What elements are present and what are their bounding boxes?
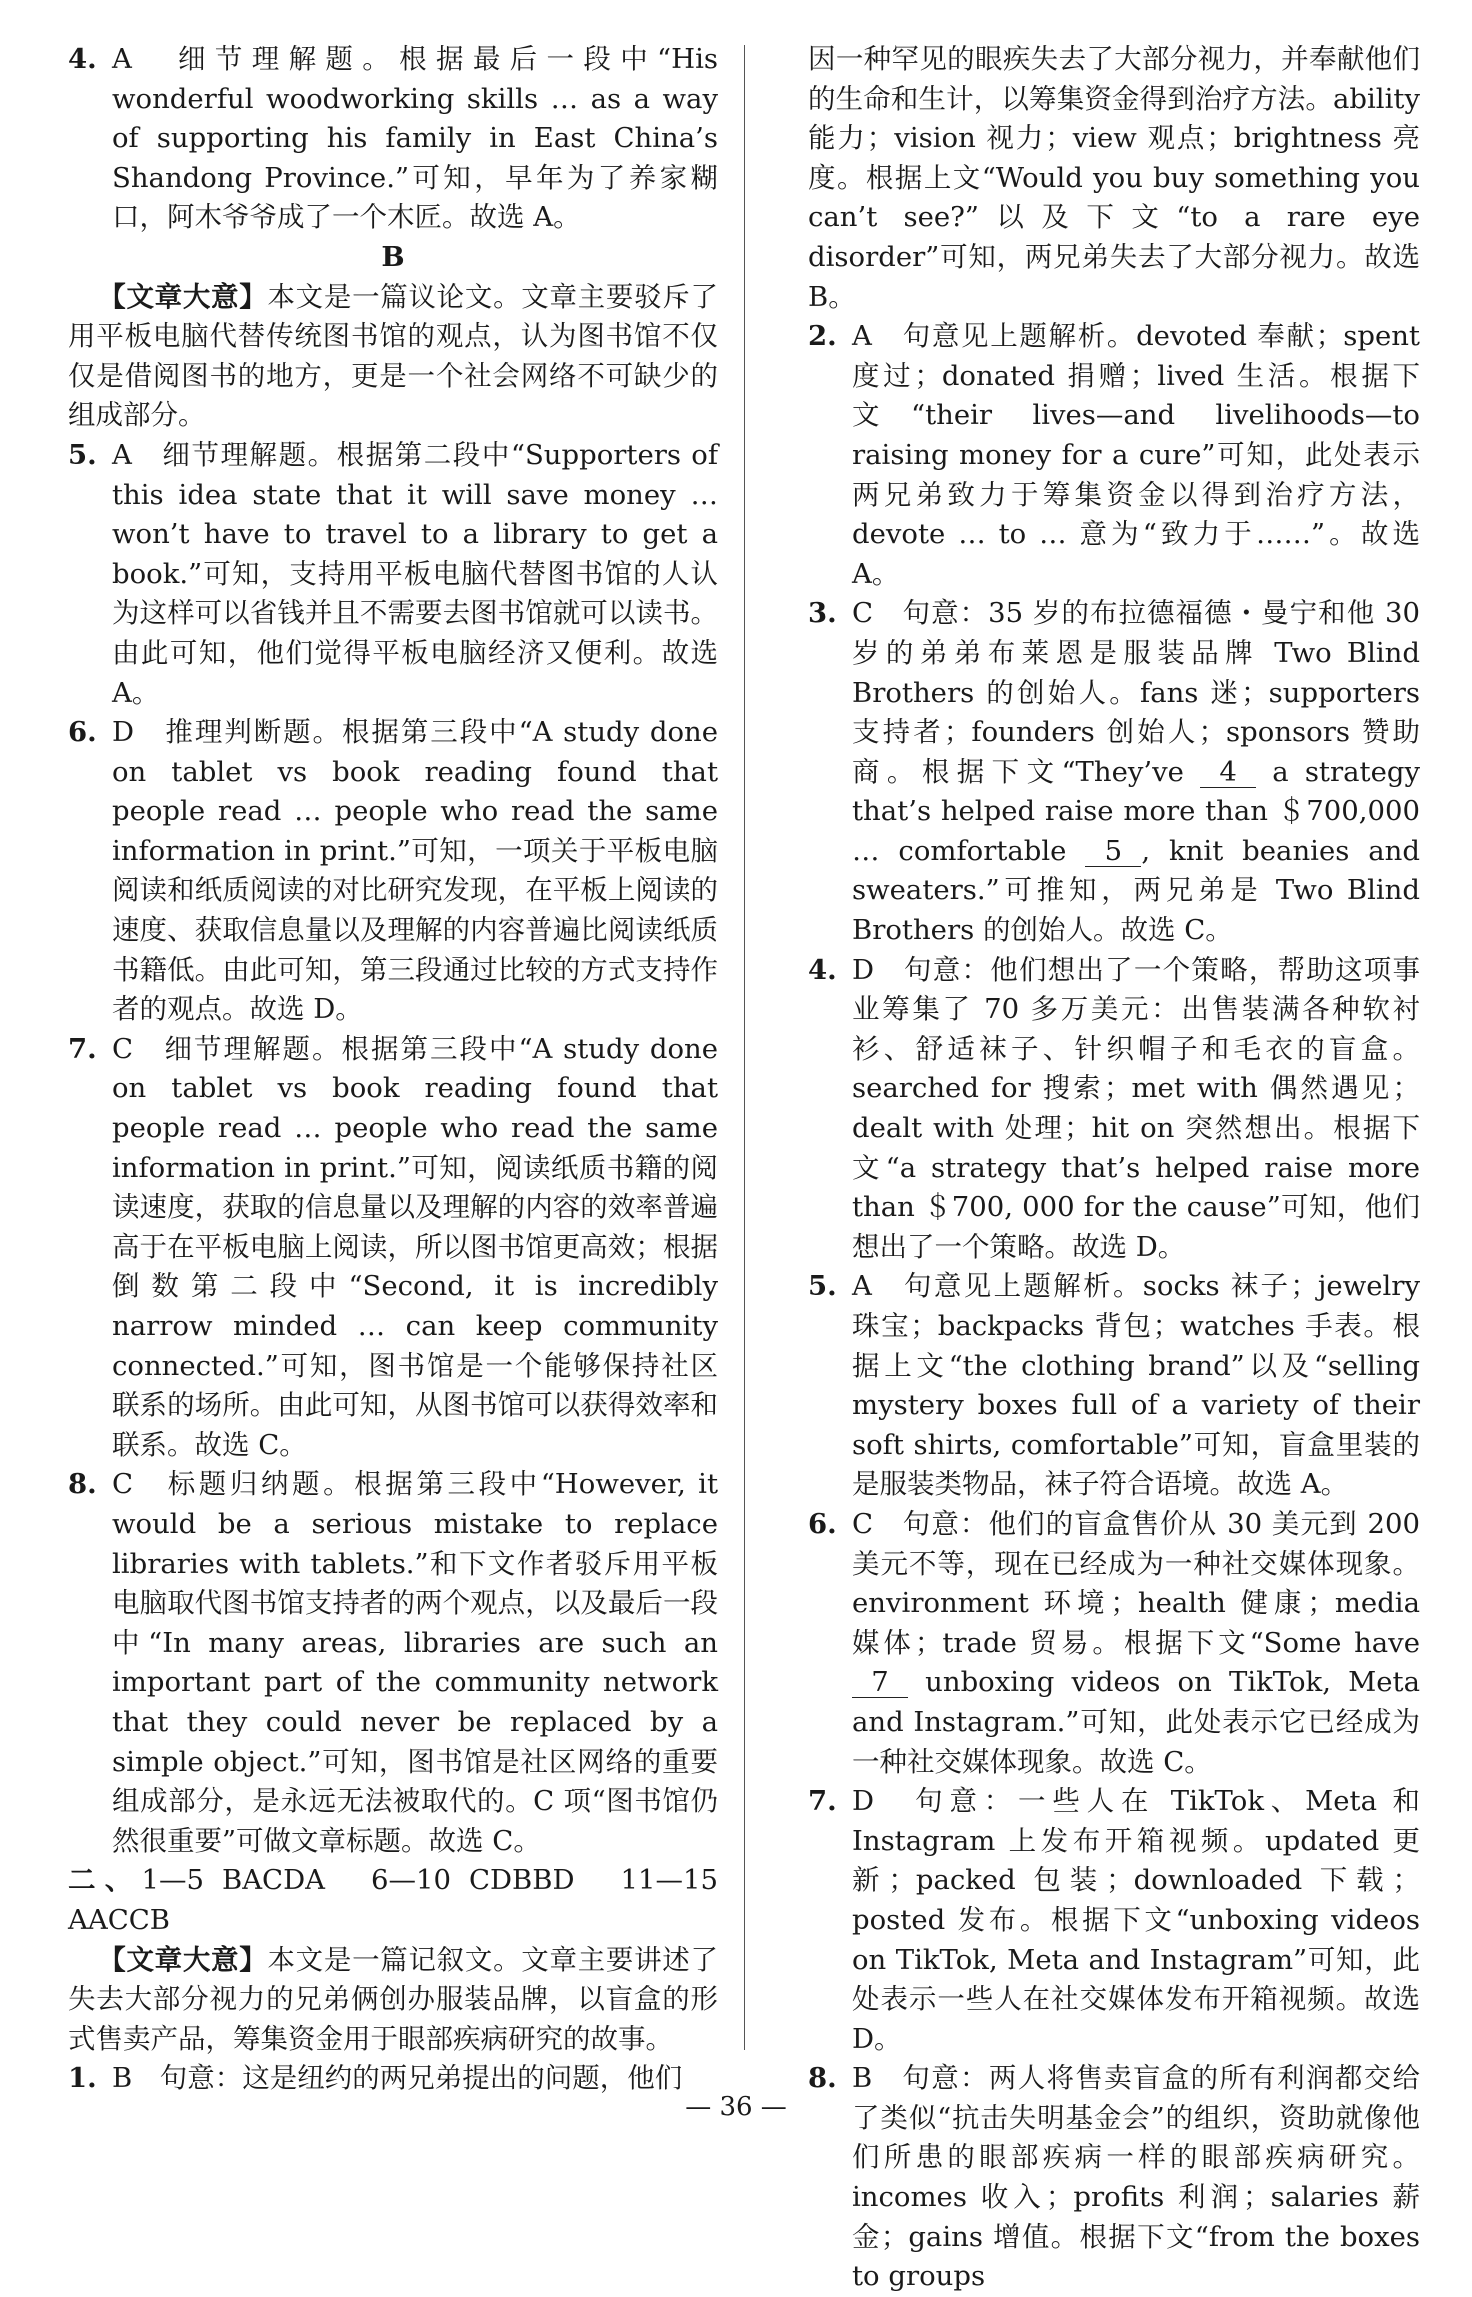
item-text: C 细节理解题。根据第三段中“A study done on tablet vs book reading found that people read … people who read the same information in print.”可知，阅读纸质书籍的阅读速度，获取的信息量以及理解的内容的效率普遍高于在平板电脑上阅读，所以图书馆更高效；根据倒数第二段中“Second, it is incredibly narrow minded … can keep community connected.”可知，图书馆是一个能够保持社区联系的场所。由此可知，从图书馆可以获得效率和联系。故选 C。 <box>112 1032 718 1461</box>
item-text: , knit beanies and sweaters.”可推知，两兄弟是 Two Blind Brothers 的创始人。故选 C。 <box>852 834 1420 947</box>
item-text: B 句意：两人将售卖盲盒的所有利润都交给了类似“抗击失明基金会”的组织，资助就像他们所患的眼部疾病一样的眼部疾病研究。incomes 收入；profits 利润；salaries 薪金；gains 增值。根据下文“from the boxes to groups <box>852 2062 1420 2293</box>
item-number: 3. <box>808 597 837 630</box>
item-number: 2. <box>808 320 837 353</box>
item-text: D 句意：一些人在 TikTok、Meta 和 Instagram 上发布开箱视频。updated 更新；packed 包装；downloaded 下载；posted 发布。根据下文“unboxing videos on TikTok, Meta and Instagram”可知，此处表示一些人在社交媒体发布开箱视频。故选 D。 <box>852 1785 1420 2055</box>
item-text: A 细节理解题。根据第二段中“Supporters of this idea state that it will save money … won’t have to travel to a library to get a book.”可知，支持用平板电脑代替图书馆的人认为这样可以省钱并且不需要去图书馆就可以读书。由此可知，他们觉得平板电脑经济又便利。故选 A。 <box>112 438 718 709</box>
blank-4: 4 <box>1200 757 1256 788</box>
summary-b <box>68 278 718 436</box>
right-column <box>808 40 1420 2297</box>
item-text: A 句意见上题解析。devoted 奉献；spent 度过；donated 捐赠；lived 生活。根据下文“their lives—and livelihoods—to raising money for a cure”可知，此处表示两兄弟致力于筹集资金以得到治疗方法，devote … to … 意为“致力于……”。故选 A。 <box>852 320 1420 590</box>
item-text: unboxing videos on TikTok, Meta and Instagram.”可知，此处表示它已经成为一种社交媒体现象。故选 C。 <box>852 1666 1420 1778</box>
item-number: 5. <box>68 438 97 471</box>
item-text: B 句意：这是纽约的两兄弟提出的问题，他们 <box>112 2062 683 2095</box>
part-two-label: 二、 <box>68 1864 142 1897</box>
answer-item-5-right <box>808 1267 1420 1505</box>
part-two-answer-key: 1—5 BACDA 6—10 CDBBD 11—15 AACCB <box>68 1864 718 1936</box>
item-text: C 句意：他们的盲盒售价从 30 美元到 200 美元不等，现在已经成为一种社交媒体现象。environment 环境；health 健康；media 媒体；trade 贸易。根据下文“Some have <box>852 1507 1420 1659</box>
summary-part-two <box>68 1941 718 2060</box>
item-number: 7. <box>808 1785 837 1818</box>
item-number: 6. <box>68 716 97 749</box>
blank-7: 7 <box>852 1667 908 1698</box>
column-divider <box>744 45 745 2050</box>
item-text: C 句意：35 岁的布拉德福德・曼宁和他 30 岁的弟弟布莱恩是服装品牌 Two Blind Brothers 的创始人。fans 迷；supporters 支持者；founders 创始人；sponsors 赞助商。根据下文“They’ve <box>852 597 1420 788</box>
item-text: A 细节理解题。根据最后一段中“His wonderful woodworking skills … as a way of supporting his family in East China’s Shandong Province.”可知，早年为了养家糊口，阿木爷爷成了一个木匠。故选 A。 <box>112 43 718 234</box>
item-text: A 句意见上题解析。socks 袜子；jewelry 珠宝；backpacks 背包；watches 手表。根据上文“the clothing brand”以及“selling mystery boxes full of a variety of their soft shirts, comfortable”可知，盲盒里装的是服装类物品，袜子符合语境。故选 A。 <box>852 1270 1420 1501</box>
answer-item-8 <box>68 1465 718 1861</box>
item-number: 7. <box>68 1032 97 1065</box>
item-number: 8. <box>808 2062 837 2095</box>
item-text: a strategy that’s helped raise more than ＄700,000 … comfortable <box>852 755 1420 867</box>
answer-item-6-right <box>808 1505 1420 1782</box>
answer-item-7 <box>68 1030 718 1466</box>
answer-item-1-continued: 因一种罕见的眼疾失去了大部分视力，并奉献他们的生命和生计，以筹集资金得到治疗方法。ability 能力；vision 视力；view 观点；brightness 亮度。根据上文“Would you buy something you can’t see?”以及下文“to a rare eye disorder”可知，两兄弟失去了大部分视力。故选 B。 <box>808 43 1420 313</box>
item-number: 8. <box>68 1468 97 1501</box>
blank-5: 5 <box>1085 836 1141 867</box>
item-number: 6. <box>808 1507 837 1540</box>
item-text: D 句意：他们想出了一个策略，帮助这项事业筹集了 70 多万美元：出售装满各种软衬衫、舒适袜子、针织帽子和毛衣的盲盒。searched for 搜索；met with 偶然遇见；dealt with 处理；hit on 突然想出。根据下文“a strategy that’s helped raise more than ＄700, 000 for the cause”可知，他们想出了一个策略。故选 D。 <box>852 953 1420 1263</box>
summary-label: 【文章大意】 <box>98 280 268 313</box>
summary-text: 本文是一篇记叙文。文章主要讲述了失去大部分视力的兄弟俩创办服装品牌，以盲盒的形式售卖产品，筹集资金用于眼部疾病研究的故事。 <box>68 1943 719 2055</box>
page-number: — 36 — <box>685 2092 787 2122</box>
answer-item-5 <box>68 436 718 713</box>
answer-item-7-right <box>808 1782 1420 2059</box>
item-number: 4. <box>808 953 837 986</box>
answer-item-3 <box>808 594 1420 950</box>
item-number: 1. <box>68 2062 97 2095</box>
answer-item-4-right <box>808 951 1420 1268</box>
item-text: D 推理判断题。根据第三段中“A study done on tablet vs book reading found that people read … people who read the same information in print.”可知，一项关于平板电脑阅读和纸质阅读的对比研究发现，在平板上阅读的速度、获取信息量以及理解的内容普遍比阅读纸质书籍低。由此可知，第三段通过比较的方式支持作者的观点。故选 D。 <box>112 716 718 1026</box>
answer-item-6 <box>68 713 718 1030</box>
item-number: 4. <box>68 43 97 75</box>
item-text: C 标题归纳题。根据第三段中“However, it would be a serious mistake to replace libraries with tablets.”和下文作者驳斥用平板电脑取代图书馆支持者的两个观点，以及最后一段中“In many areas, libraries are such an important part of the community network that they could never be replaced by a simple object.”可知，图书馆是社区网络的重要组成部分，是永远无法被取代的。C 项“图书馆仍然很重要”可做文章标题。故选 C。 <box>112 1468 718 1857</box>
summary-text: 本文是一篇议论文。文章主要驳斥了用平板电脑代替传统图书馆的观点，认为图书馆不仅仅是借阅图书的地方，更是一个社会网络不可缺少的组成部分。 <box>68 280 719 432</box>
item-number: 5. <box>808 1270 837 1303</box>
part-two-answers <box>68 1861 718 1940</box>
answer-item-2 <box>808 317 1420 594</box>
section-heading-b: B <box>381 240 405 273</box>
answer-item-4 <box>68 40 718 238</box>
left-column <box>68 40 718 2099</box>
summary-label: 【文章大意】 <box>98 1943 268 1976</box>
